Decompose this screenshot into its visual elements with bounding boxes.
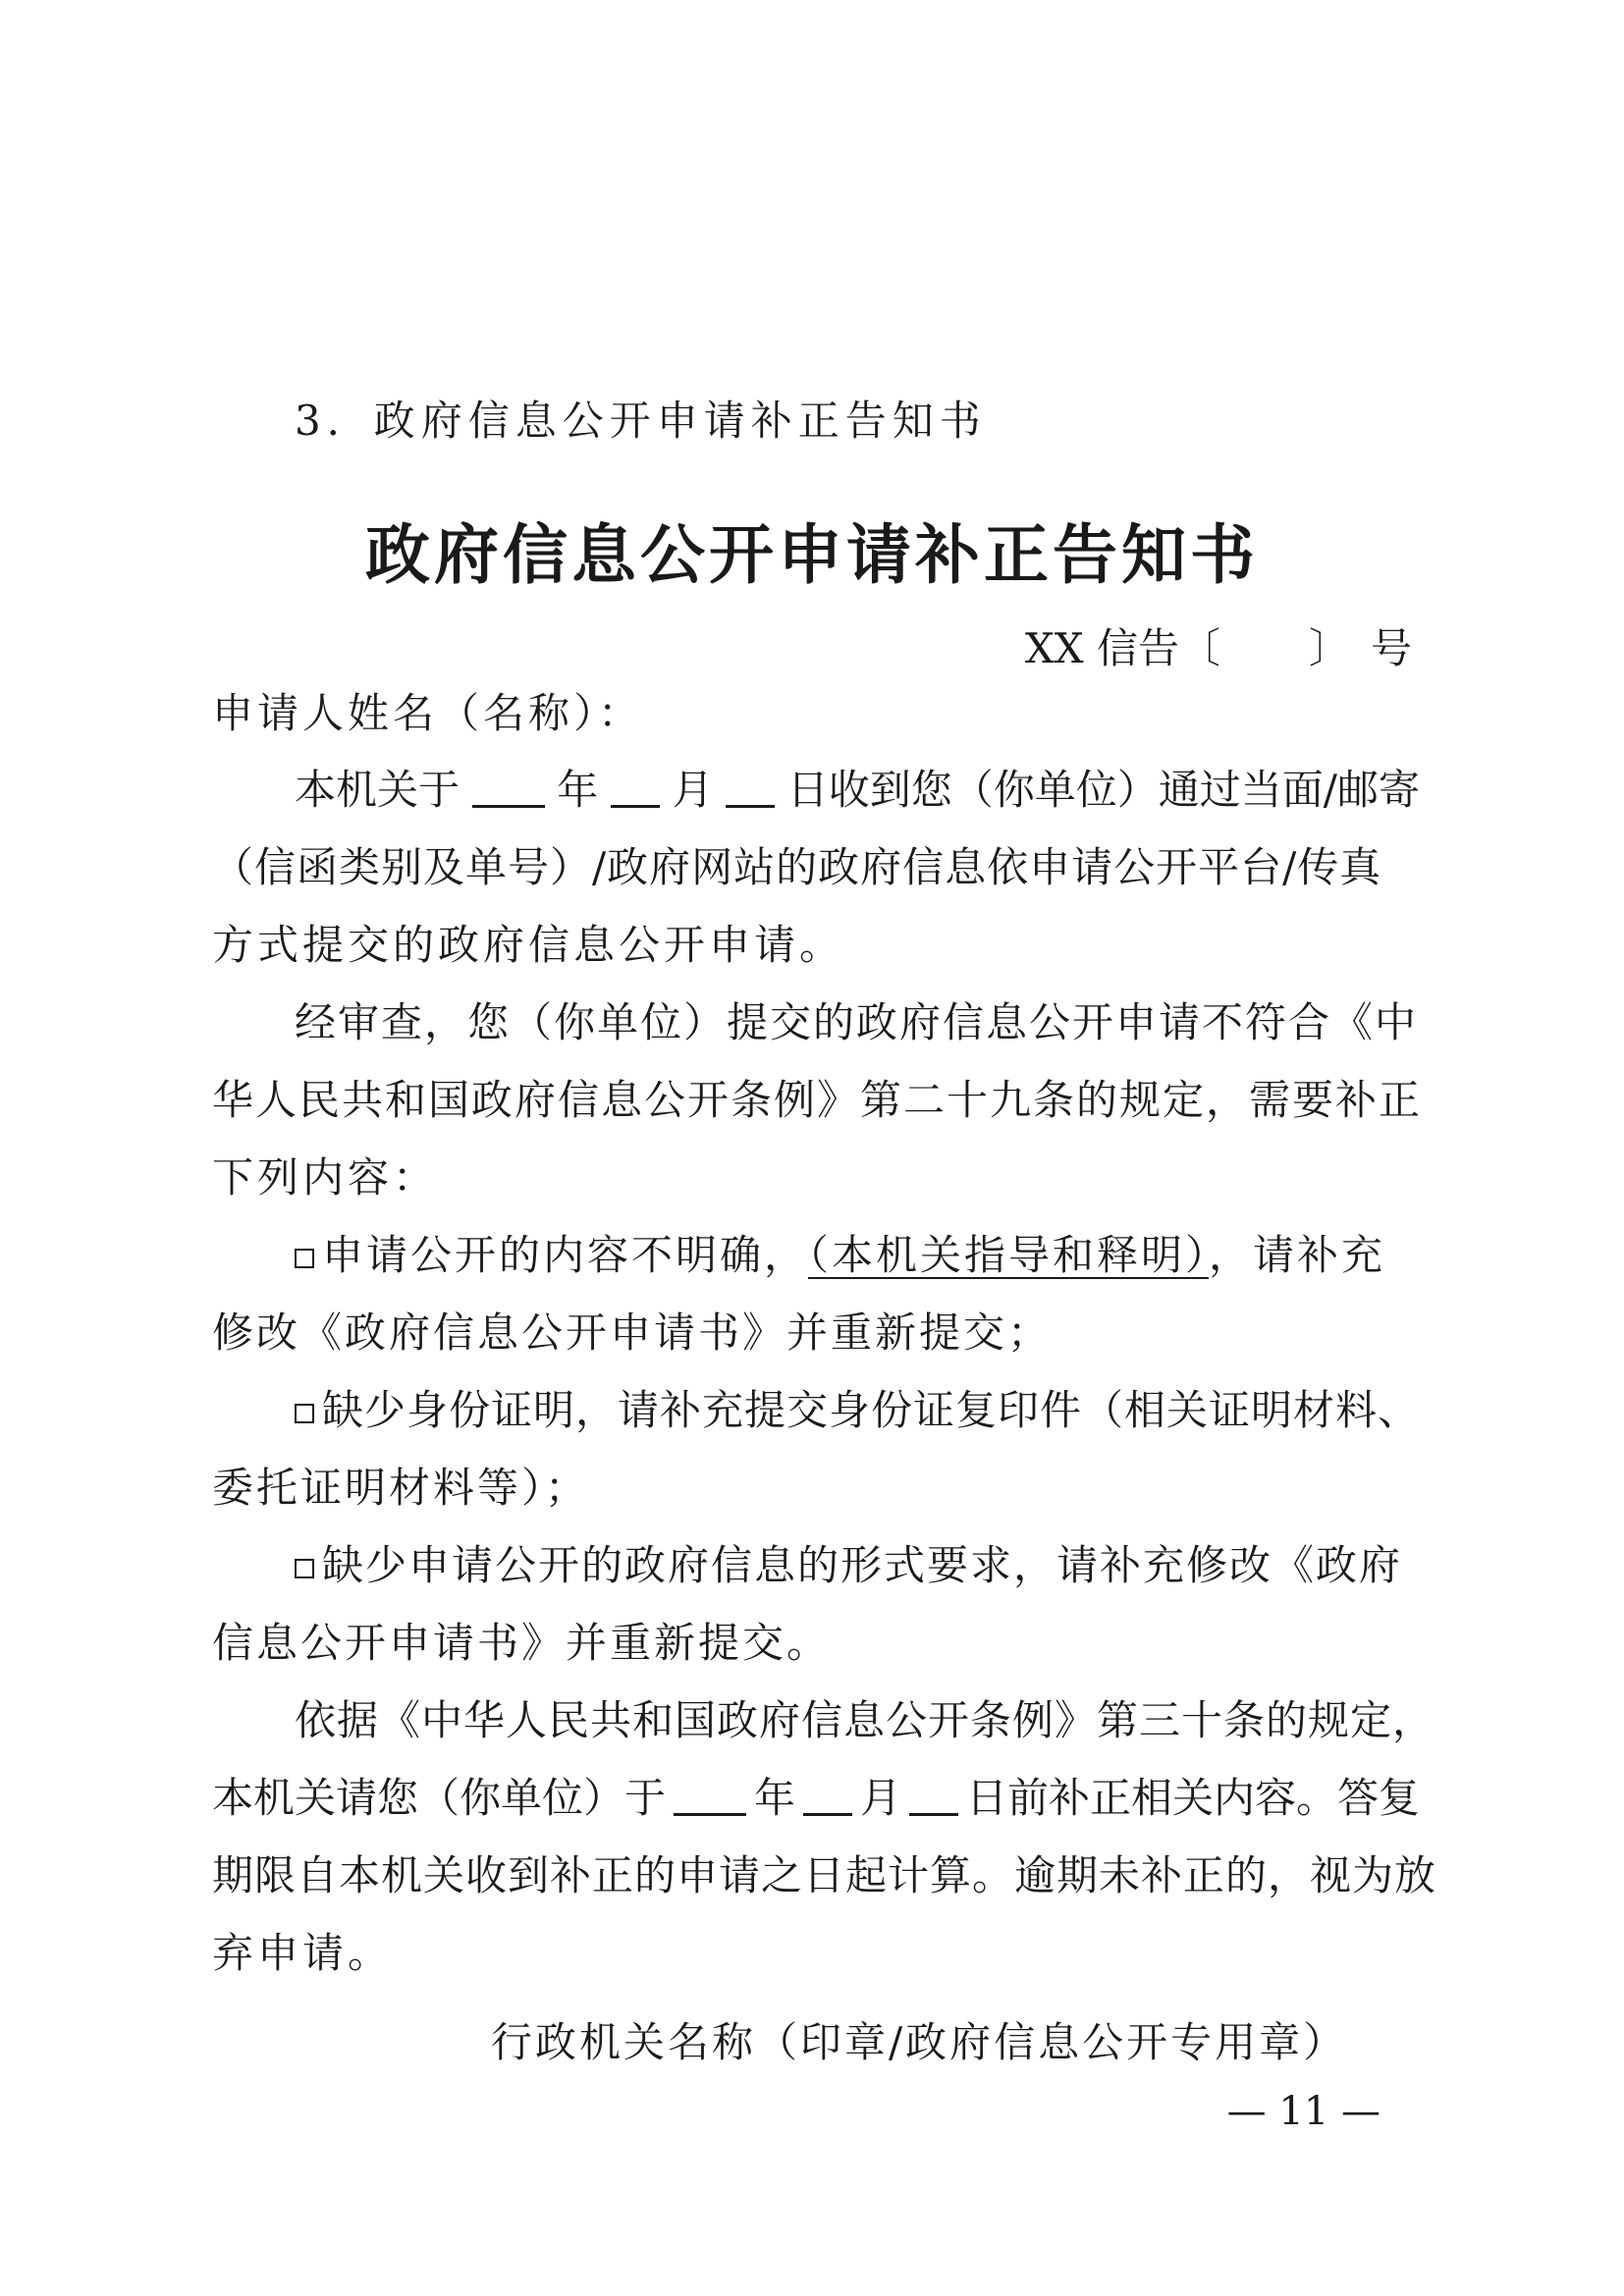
- item1-lead: 申请公开的内容不明确，: [322, 1231, 809, 1279]
- para1-lead: 本机关于: [295, 766, 460, 814]
- checkbox-item2[interactable]: [295, 1404, 314, 1423]
- para1-line1: [295, 766, 1420, 814]
- para1-line3: 方式提交的政府信息公开申请。: [212, 921, 845, 969]
- doc-number-prefix: XX 信告〔: [1024, 624, 1220, 672]
- para3-lead: 本机关请您（你单位）于: [212, 1774, 667, 1822]
- para3-tail: 日前补正相关内容。答复: [965, 1774, 1420, 1822]
- blank-year: [472, 770, 545, 808]
- para2-line3: 下列内容：: [212, 1153, 439, 1201]
- blank-day-2: [909, 1778, 958, 1816]
- item3-line1: [295, 1541, 1420, 1589]
- blank-month-2: [803, 1778, 852, 1816]
- para1-month: 月: [672, 766, 714, 814]
- document-number: [1025, 616, 1412, 675]
- para2-line1: 经审查，您（你单位）提交的政府信息公开申请不符合《中: [295, 998, 1419, 1046]
- checkbox-item3[interactable]: [295, 1559, 314, 1578]
- item2-line2: 委托证明材料等）；: [212, 1464, 590, 1512]
- blank-month: [611, 770, 660, 808]
- salutation: 申请人姓名（名称）：: [212, 689, 644, 737]
- section-heading: 3．政府信息公开申请补正告知书: [295, 397, 987, 445]
- para3-line1: 依据《中华人民共和国政府信息公开条例》第三十条的规定，: [295, 1696, 1435, 1744]
- item3-line2: 信息公开申请书》并重新提交。: [212, 1619, 832, 1667]
- item1-line1: [295, 1231, 1420, 1279]
- blank-year-2: [674, 1778, 746, 1816]
- para1-day-tail: 日收到您（你单位）通过当面/邮寄: [786, 766, 1420, 814]
- doc-number-suffix: 〕 号: [1308, 624, 1412, 672]
- para1-year: 年: [557, 766, 599, 814]
- item2-line1: [295, 1386, 1421, 1434]
- para2-line2: 华人民共和国政府信息公开条例》第二十九条的规定，需要补正: [212, 1076, 1423, 1124]
- signature-line: 行政机关名称（印章/政府信息公开专用章）: [491, 2018, 1348, 2066]
- doc-number-blank: [1220, 616, 1309, 675]
- item1-line2: 修改《政府信息公开申请书》并重新提交；: [212, 1308, 1053, 1357]
- para3-month: 月: [859, 1774, 901, 1822]
- page-number: — 11 —: [1226, 2089, 1380, 2134]
- para1-line2: （信函类别及单号）/政府网站的政府信息依申请公开平台/传真: [212, 843, 1382, 891]
- para3-line4: 弃申请。: [212, 1929, 394, 1977]
- para3-line2: [212, 1774, 1420, 1822]
- item3-text: 缺少申请公开的政府信息的形式要求，请补充修改《政府: [322, 1541, 1403, 1589]
- checkbox-item1[interactable]: [295, 1249, 314, 1268]
- document-title: 政府信息公开申请补正告知书: [365, 516, 1259, 593]
- item2-text: 缺少身份证明，请补充提交身份证复印件（相关证明材料、: [322, 1386, 1421, 1434]
- para3-line3: 期限自本机关收到补正的申请之日起计算。逾期未补正的，视为放: [212, 1851, 1437, 1899]
- item1-tail: ，请补充: [1209, 1231, 1386, 1279]
- para3-year: 年: [753, 1774, 795, 1822]
- blank-day: [726, 770, 775, 808]
- item1-underlined: （本机关指导和释明）: [808, 1231, 1210, 1279]
